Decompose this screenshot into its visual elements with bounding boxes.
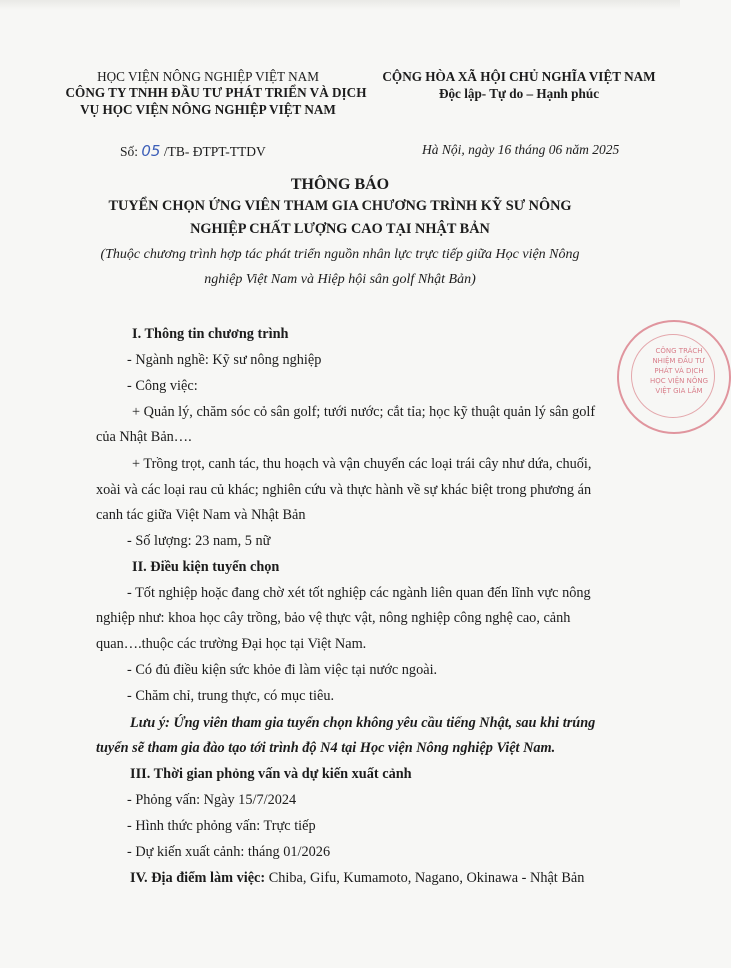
document-number [120, 142, 266, 160]
section-3-phongvan: - Phỏng vấn: Ngày 15/7/2024 [127, 792, 297, 808]
section-2-dk2: - Có đủ điều kiện sức khỏe đi làm việc tại nước ngoài. [127, 662, 438, 678]
org-parent: HỌC VIỆN NÔNG NGHIỆP VIỆT NAM [97, 69, 319, 84]
section-3-xuatcanh: - Dự kiến xuất cảnh: tháng 01/2026 [127, 844, 331, 860]
section-1-nganh: - Ngành nghề: Kỹ sư nông nghiệp [127, 352, 322, 368]
section-1-cv1-line1: + Quản lý, chăm sóc cỏ sân golf; tưới nước; cắt tỉa; học kỹ thuật quản lý sân golf [132, 404, 596, 420]
company-seal [617, 320, 731, 434]
page-top-shadow [0, 0, 680, 10]
section-2-heading: II. Điều kiện tuyển chọn [132, 559, 280, 575]
org-name-line2: VỤ HỌC VIỆN NÔNG NGHIỆP VIỆT NAM [80, 102, 336, 117]
so-number: 05 [141, 142, 161, 160]
section-1-cv2-line3: canh tác giữa Việt Nam và Nhật Bản [96, 507, 306, 523]
section-1-congviec: - Công việc: [127, 378, 198, 394]
section-4-heading: IV. Địa điểm làm việc: [130, 870, 266, 886]
section-1-cv2-line1: + Trồng trọt, canh tác, thu hoạch và vận chuyển các loại trái cây như dứa, chuối, [132, 456, 592, 472]
title-note-line2: nghiệp Việt Nam và Hiệp hội sân golf Nhật Bản) [204, 272, 476, 287]
section-3-hinhthuc: - Hình thức phỏng vấn: Trực tiếp [127, 818, 316, 834]
page-title: THÔNG BÁO [290, 176, 390, 193]
so-suffix: /TB- ĐTPT-TTDV [163, 144, 266, 159]
section-2-dk1-line2: nghiệp như: khoa học cây trồng, bảo vệ thực vật, nông nghiệp công nghệ cao, cảnh [96, 610, 571, 626]
motto: Độc lập- Tự do – Hạnh phúc [438, 86, 600, 101]
section-2-dk1-line3: quan….thuộc các trường Đại học tại Việt Nam. [96, 636, 367, 652]
note-line2: tuyển sẽ tham gia đào tạo tới trình độ N4 tại Học viện Nông nghiệp Việt Nam. [96, 740, 556, 756]
section-1-cv1-line2: của Nhật Bản…. [96, 429, 192, 445]
org-name-line1: CÔNG TY TNHH ĐẦU TƯ PHÁT TRIỂN VÀ DỊCH [65, 85, 367, 100]
title-sub-line1: TUYỂN CHỌN ỨNG VIÊN THAM GIA CHƯƠNG TRÌNH KỸ SƯ NÔNG [108, 198, 572, 214]
so-label: Số: [120, 144, 139, 159]
title-note-line1: (Thuộc chương trình hợp tác phát triển nguồn nhân lực trực tiếp giữa Học viện Nông [100, 247, 580, 262]
company-seal-text: CÔNG TRÁCH NHIỆM ĐẦU TƯ PHÁT VÀ DỊCH HỌC VIỆN NÔNG VIỆT GIA LÂM [649, 347, 709, 395]
note-line1: Lưu ý: Ứng viên tham gia tuyển chọn không yêu cầu tiếng Nhật, sau khi trúng [130, 715, 596, 731]
section-4-value: Chiba, Gifu, Kumamoto, Nagano, Okinawa - Nhật Bản [265, 870, 585, 886]
section-1-heading: I. Thông tin chương trình [132, 326, 289, 342]
section-1-cv2-line2: xoài và các loại rau củ khác; nghiên cứu và thực hành về sự khác biệt trong phương án [96, 482, 592, 498]
section-2-dk3: - Chăm chỉ, trung thực, có mục tiêu. [127, 688, 335, 704]
title-sub-line2: NGHIỆP CHẤT LƯỢNG CAO TẠI NHẬT BẢN [190, 221, 490, 237]
section-4-line [130, 870, 584, 887]
section-2-dk1-line1: - Tốt nghiệp hoặc đang chờ xét tốt nghiệp các ngành liên quan đến lĩnh vực nông [127, 585, 591, 601]
section-3-heading: III. Thời gian phỏng vấn và dự kiến xuất cảnh [130, 766, 412, 782]
section-1-soluong: - Số lượng: 23 nam, 5 nữ [127, 533, 271, 549]
document-date: Hà Nội, ngày 16 tháng 06 năm 2025 [422, 142, 620, 157]
country-name: CỘNG HÒA XÃ HỘI CHỦ NGHĨA VIỆT NAM [382, 69, 656, 84]
